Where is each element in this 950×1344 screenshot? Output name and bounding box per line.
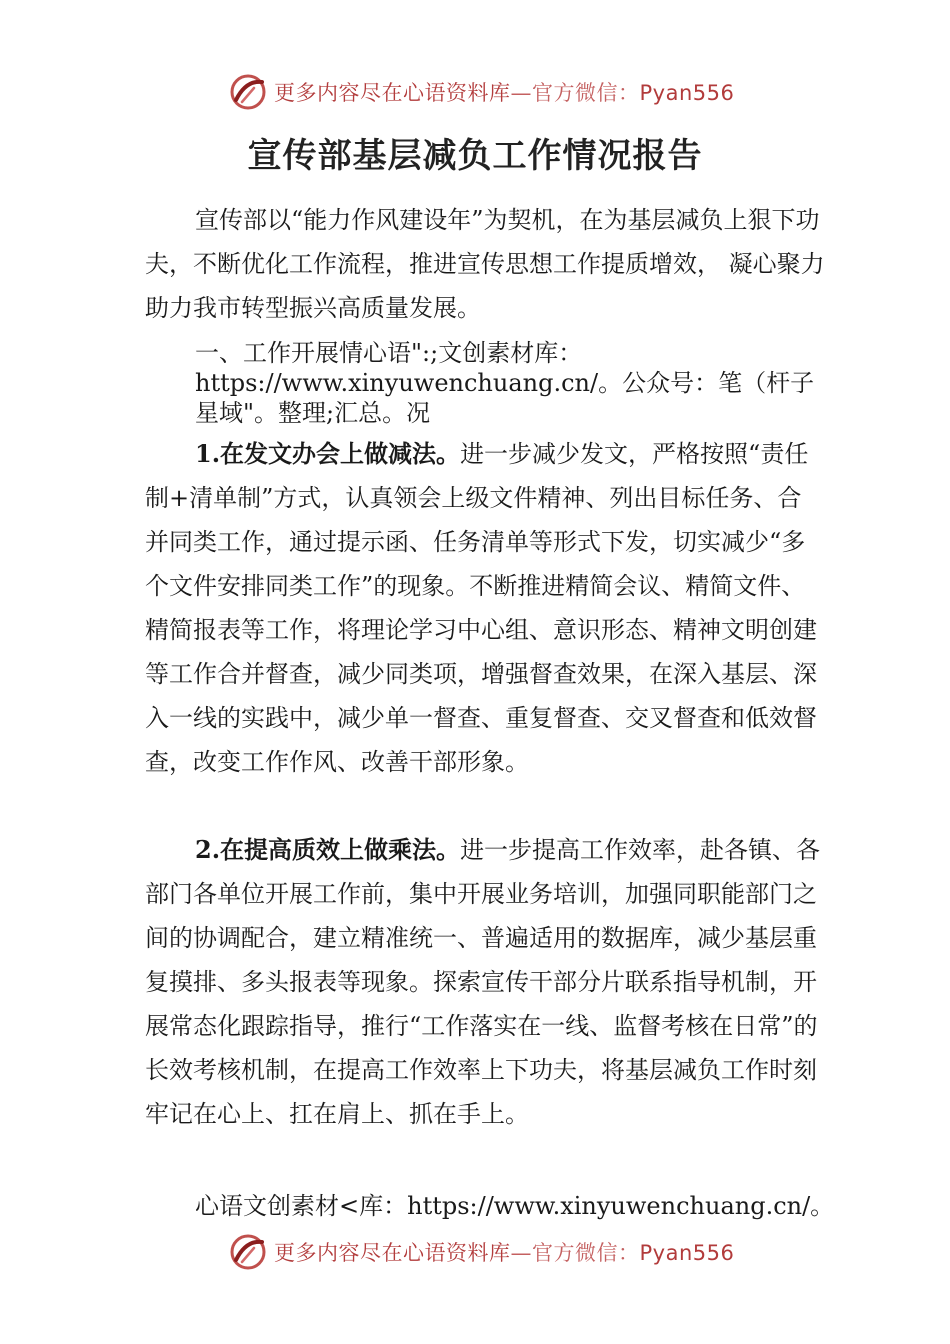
- item-1-paragraph: [145, 432, 825, 784]
- intro-paragraph: 宣传部以“能力作风建设年”为契机，在为基层减负上狠下功夫，不断优化工作流程，推进宣传思想工作提质增效， 凝心聚力助力我市转型振兴高质量发展。: [145, 206, 825, 322]
- item-2-paragraph: [145, 828, 825, 1136]
- banner-text: 更多内容尽在心语资料库—官方微信：Pyan556: [274, 81, 735, 105]
- item-1-body: 进一步减少发文，严格按照“责任制+清单制”方式，认真领会上级文件精神、列出目标任务、合并同类工作，通过提示函、任务清单等形式下发，切实减少“多个文件安排同类工作”的现象。不断推进精简会议、精简文件、精简报表等工作，将理论学习中心组、意识形态、精神文明创建等工作合并督查，减少同类项，增强督查效果，在深入基层、深入一线的实践中，减少单一督查、重复督查、交叉督查和低效督查，改变工作作风、改善干部形象。: [145, 440, 817, 776]
- banner-text: 更多内容尽在心语资料库—官方微信：Pyan556: [274, 1241, 735, 1265]
- item-2-lead: 2.在提高质效上做乘法。: [195, 835, 461, 864]
- brush-logo-icon: [228, 1232, 268, 1272]
- footer-banner: [228, 1230, 734, 1274]
- section-heading-watermark: 一、工作开展情心语":;文创素材库：https://www.xinyuwenchuang.cn/。公众号：笔（杆子星域"。整理;汇总。况: [195, 339, 815, 427]
- item-2-body: 进一步提高工作效率，赴各镇、各部门各单位开展工作前，集中开展业务培训，加强同职能部门之间的协调配合，建立精准统一、普遍适用的数据库，减少基层重复摸排、多头报表等现象。探索宣传干部分片联系指导机制，开展常态化跟踪指导，推行“工作落实在一线、监督考核在日常”的长效考核机制，在提高工作效率上下功夫，将基层减负工作时刻牢记在心上、扛在肩上、抓在手上。: [145, 836, 821, 1128]
- header-banner: [228, 70, 734, 114]
- item-1-lead: 1.在发文办会上做减法。: [195, 439, 461, 468]
- source-line: 心语文创素材<库：https://www.xinyuwenchuang.cn/。: [195, 1192, 835, 1220]
- document-title: 宣传部基层减负工作情况报告: [247, 136, 703, 176]
- brush-logo-icon: [228, 72, 268, 112]
